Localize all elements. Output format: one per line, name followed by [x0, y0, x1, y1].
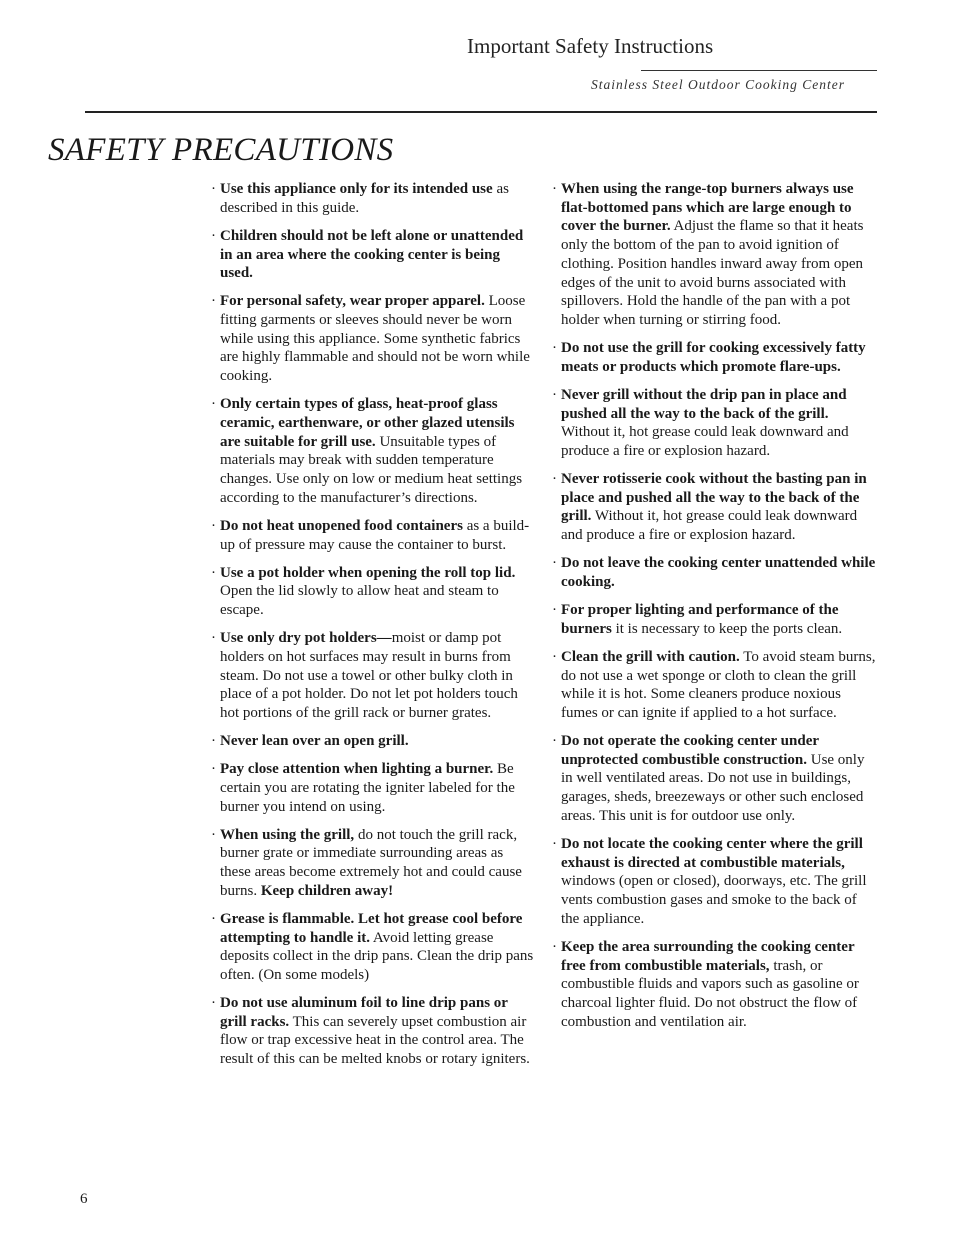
safety-item-text: Use only in well ventilated areas. Do not use in buildings, garages, sheds, breezeways or other such enclosed areas. This unit is for outdoor use only. — [561, 751, 865, 824]
safety-item-text: To avoid steam burns, do not use a wet sponge or cloth to clean the grill while it is hot. Some cleaners produce noxious fumes or can ignite if applied to a hot surface. — [561, 648, 876, 721]
safety-item-text: Be certain you are rotating the igniter labeled for the burner you intend on using. — [220, 761, 515, 815]
page-title: SAFETY PRECAUTIONS — [48, 132, 394, 168]
safety-item — [211, 732, 536, 751]
safety-item — [552, 648, 877, 723]
safety-item — [211, 910, 536, 985]
safety-item-text: moist or damp pot holders on hot surfaces may result in burns from steam. Do not use a towel or other bulky cloth in place of a pot holder. Do not let pot holders touch hot portions of the grill rack or burner grates. — [220, 630, 518, 721]
safety-item-text: Without it, hot grease could leak downward and produce a fire or explosion hazard. — [561, 424, 849, 459]
safety-item — [211, 395, 536, 507]
safety-item-lead: Do not locate the cooking center where the grill exhaust is directed at combustible materials, — [561, 835, 863, 871]
bullet: · — [552, 555, 557, 572]
safety-item-text: Loose fitting garments or sleeves should never be worn while using this appliance. Some synthetic fabrics are highly flammable and should not be worn while cooking. — [220, 293, 530, 385]
bullet: · — [211, 396, 216, 413]
safety-item-lead: Use only dry pot holders— — [220, 630, 392, 647]
bullet: · — [211, 910, 216, 927]
safety-item-text: it is necessary to keep the ports clean. — [611, 620, 843, 637]
safety-item-text: Avoid letting grease deposits collect in the drip pans. Clean the drip pans often. (On some models) — [220, 929, 534, 983]
safety-item-text: Open the lid slowly to allow heat and steam to escape. — [220, 583, 499, 619]
bullet: · — [552, 733, 557, 750]
safety-item-lead: Never lean over an open grill. — [220, 733, 409, 750]
safety-item — [211, 760, 536, 816]
bullet: · — [552, 648, 557, 665]
right-column — [552, 180, 877, 1041]
safety-item — [552, 601, 877, 638]
header-title: Important Safety Instructions — [467, 34, 714, 58]
safety-item — [552, 554, 877, 591]
header-rule-short — [641, 70, 877, 71]
safety-item-text: Unsuitable types of materials may break with sudden temperature changes. Use only on low or medium heat settings according to the manufacturer’s directions. — [220, 433, 523, 506]
bullet: · — [552, 386, 557, 403]
safety-item-lead: Children should not be left alone or unattended in an area where the cooking center is being used. — [220, 227, 524, 282]
bullet: · — [211, 227, 216, 244]
safety-item-lead: Do not use the grill for cooking excessively fatty meats or products which promote flare-ups. — [561, 340, 866, 375]
safety-item-lead: Never grill without the drip pan in place and pushed all the way to the back of the grill. — [561, 386, 847, 422]
bullet: · — [211, 181, 216, 197]
header-rule — [85, 111, 877, 113]
safety-item — [552, 339, 877, 376]
safety-item-lead: Use this appliance only for its intended use — [220, 181, 493, 197]
safety-item — [552, 835, 877, 929]
bullet: · — [211, 826, 216, 843]
bullet: · — [552, 938, 557, 955]
safety-item — [552, 938, 877, 1032]
safety-item — [211, 180, 536, 217]
safety-item — [211, 227, 536, 283]
safety-item-lead: Only certain types of glass, heat-proof glass ceramic, earthenware, or other glazed utensils are suitable for grill use. — [220, 396, 515, 450]
bullet: · — [552, 471, 557, 488]
safety-item-lead: When using the grill, — [220, 826, 355, 843]
header-subtitle: Stainless Steel Outdoor Cooking Center — [591, 77, 845, 92]
safety-item-lead: Keep the area surrounding the cooking center free from combustible materials, — [561, 938, 855, 974]
safety-item — [552, 180, 877, 330]
bullet: · — [552, 181, 557, 197]
safety-item-text: as described in this guide. — [220, 181, 509, 216]
bullet: · — [552, 340, 557, 357]
safety-item-lead: Do not leave the cooking center unattended while cooking. — [561, 555, 876, 590]
safety-item-lead: Grease is flammable. Let hot grease cool before attempting to handle it. — [220, 910, 523, 946]
left-column — [211, 180, 536, 1078]
bullet: · — [211, 517, 216, 534]
safety-item-lead: Never rotisserie cook without the basting pan in place and pushed all the way to the back of the grill. — [561, 471, 867, 525]
page-number: 6 — [80, 1191, 88, 1207]
safety-item-lead: When using the range-top burners always use flat-bottomed pans which are large enough to cover the burner. — [561, 181, 854, 235]
safety-item-lead: Use a pot holder when opening the roll top lid. — [220, 564, 516, 581]
bullet: · — [552, 835, 557, 852]
safety-item — [211, 994, 536, 1069]
bullet: · — [211, 761, 216, 778]
safety-item-text: Without it, hot grease could leak downward and produce a fire or explosion hazard. — [561, 508, 858, 544]
safety-item — [211, 292, 536, 386]
safety-item-text: windows (open or closed), doorways, etc. The grill vents combustion gases and smoke to the back of the appliance. — [561, 873, 867, 927]
safety-item-lead: Do not use aluminum foil to line drip pans or grill racks. — [220, 995, 508, 1030]
bullet: · — [552, 602, 557, 619]
safety-item — [552, 386, 877, 461]
bullet: · — [211, 564, 216, 581]
safety-item — [211, 826, 536, 901]
safety-item-lead: For proper lighting and performance of the burners — [561, 602, 839, 637]
safety-item-lead: Clean the grill with caution. — [561, 648, 740, 665]
bullet: · — [211, 995, 216, 1012]
safety-item-lead: Do not heat unopened food containers — [220, 517, 463, 534]
safety-item-text: trash, or combustible fluids and vapors such as gasoline or charcoal lighter fluid. Do not obstruct the flow of combustion and ventilation air. — [561, 957, 859, 1030]
safety-item-text: do not touch the grill rack, burner grate or immediate surrounding areas as these areas become extremely hot and could cause burns. — [220, 826, 522, 899]
safety-item — [211, 517, 536, 554]
safety-item — [211, 629, 536, 723]
safety-item — [552, 470, 877, 545]
safety-item-text: as a build-up of pressure may cause the container to burst. — [220, 517, 530, 553]
safety-item-lead: Pay close attention when lighting a burner. — [220, 761, 494, 778]
bullet: · — [211, 293, 216, 310]
safety-item — [211, 564, 536, 620]
safety-item-lead: For personal safety, wear proper apparel. — [220, 293, 485, 310]
safety-item-lead: Do not operate the cooking center under unprotected combustible construction. — [561, 733, 819, 768]
safety-item-text: This can severely upset combustion air flow or trap excessive heat in the control area. The result of this can be melted knobs or rotary igniters. — [220, 1013, 530, 1068]
safety-item — [552, 732, 877, 826]
safety-item-emphasis: Keep children away! — [260, 882, 394, 899]
bullet: · — [211, 630, 216, 647]
bullet: · — [211, 733, 216, 750]
safety-item-text: Adjust the flame so that it heats only the bottom of the pan to avoid ignition of clothing. Position handles inward away from open edges of the unit to avoid burns associated with spillovers. Hold the handle of the pan with a pot holder when turning or stirring food. — [561, 218, 864, 328]
